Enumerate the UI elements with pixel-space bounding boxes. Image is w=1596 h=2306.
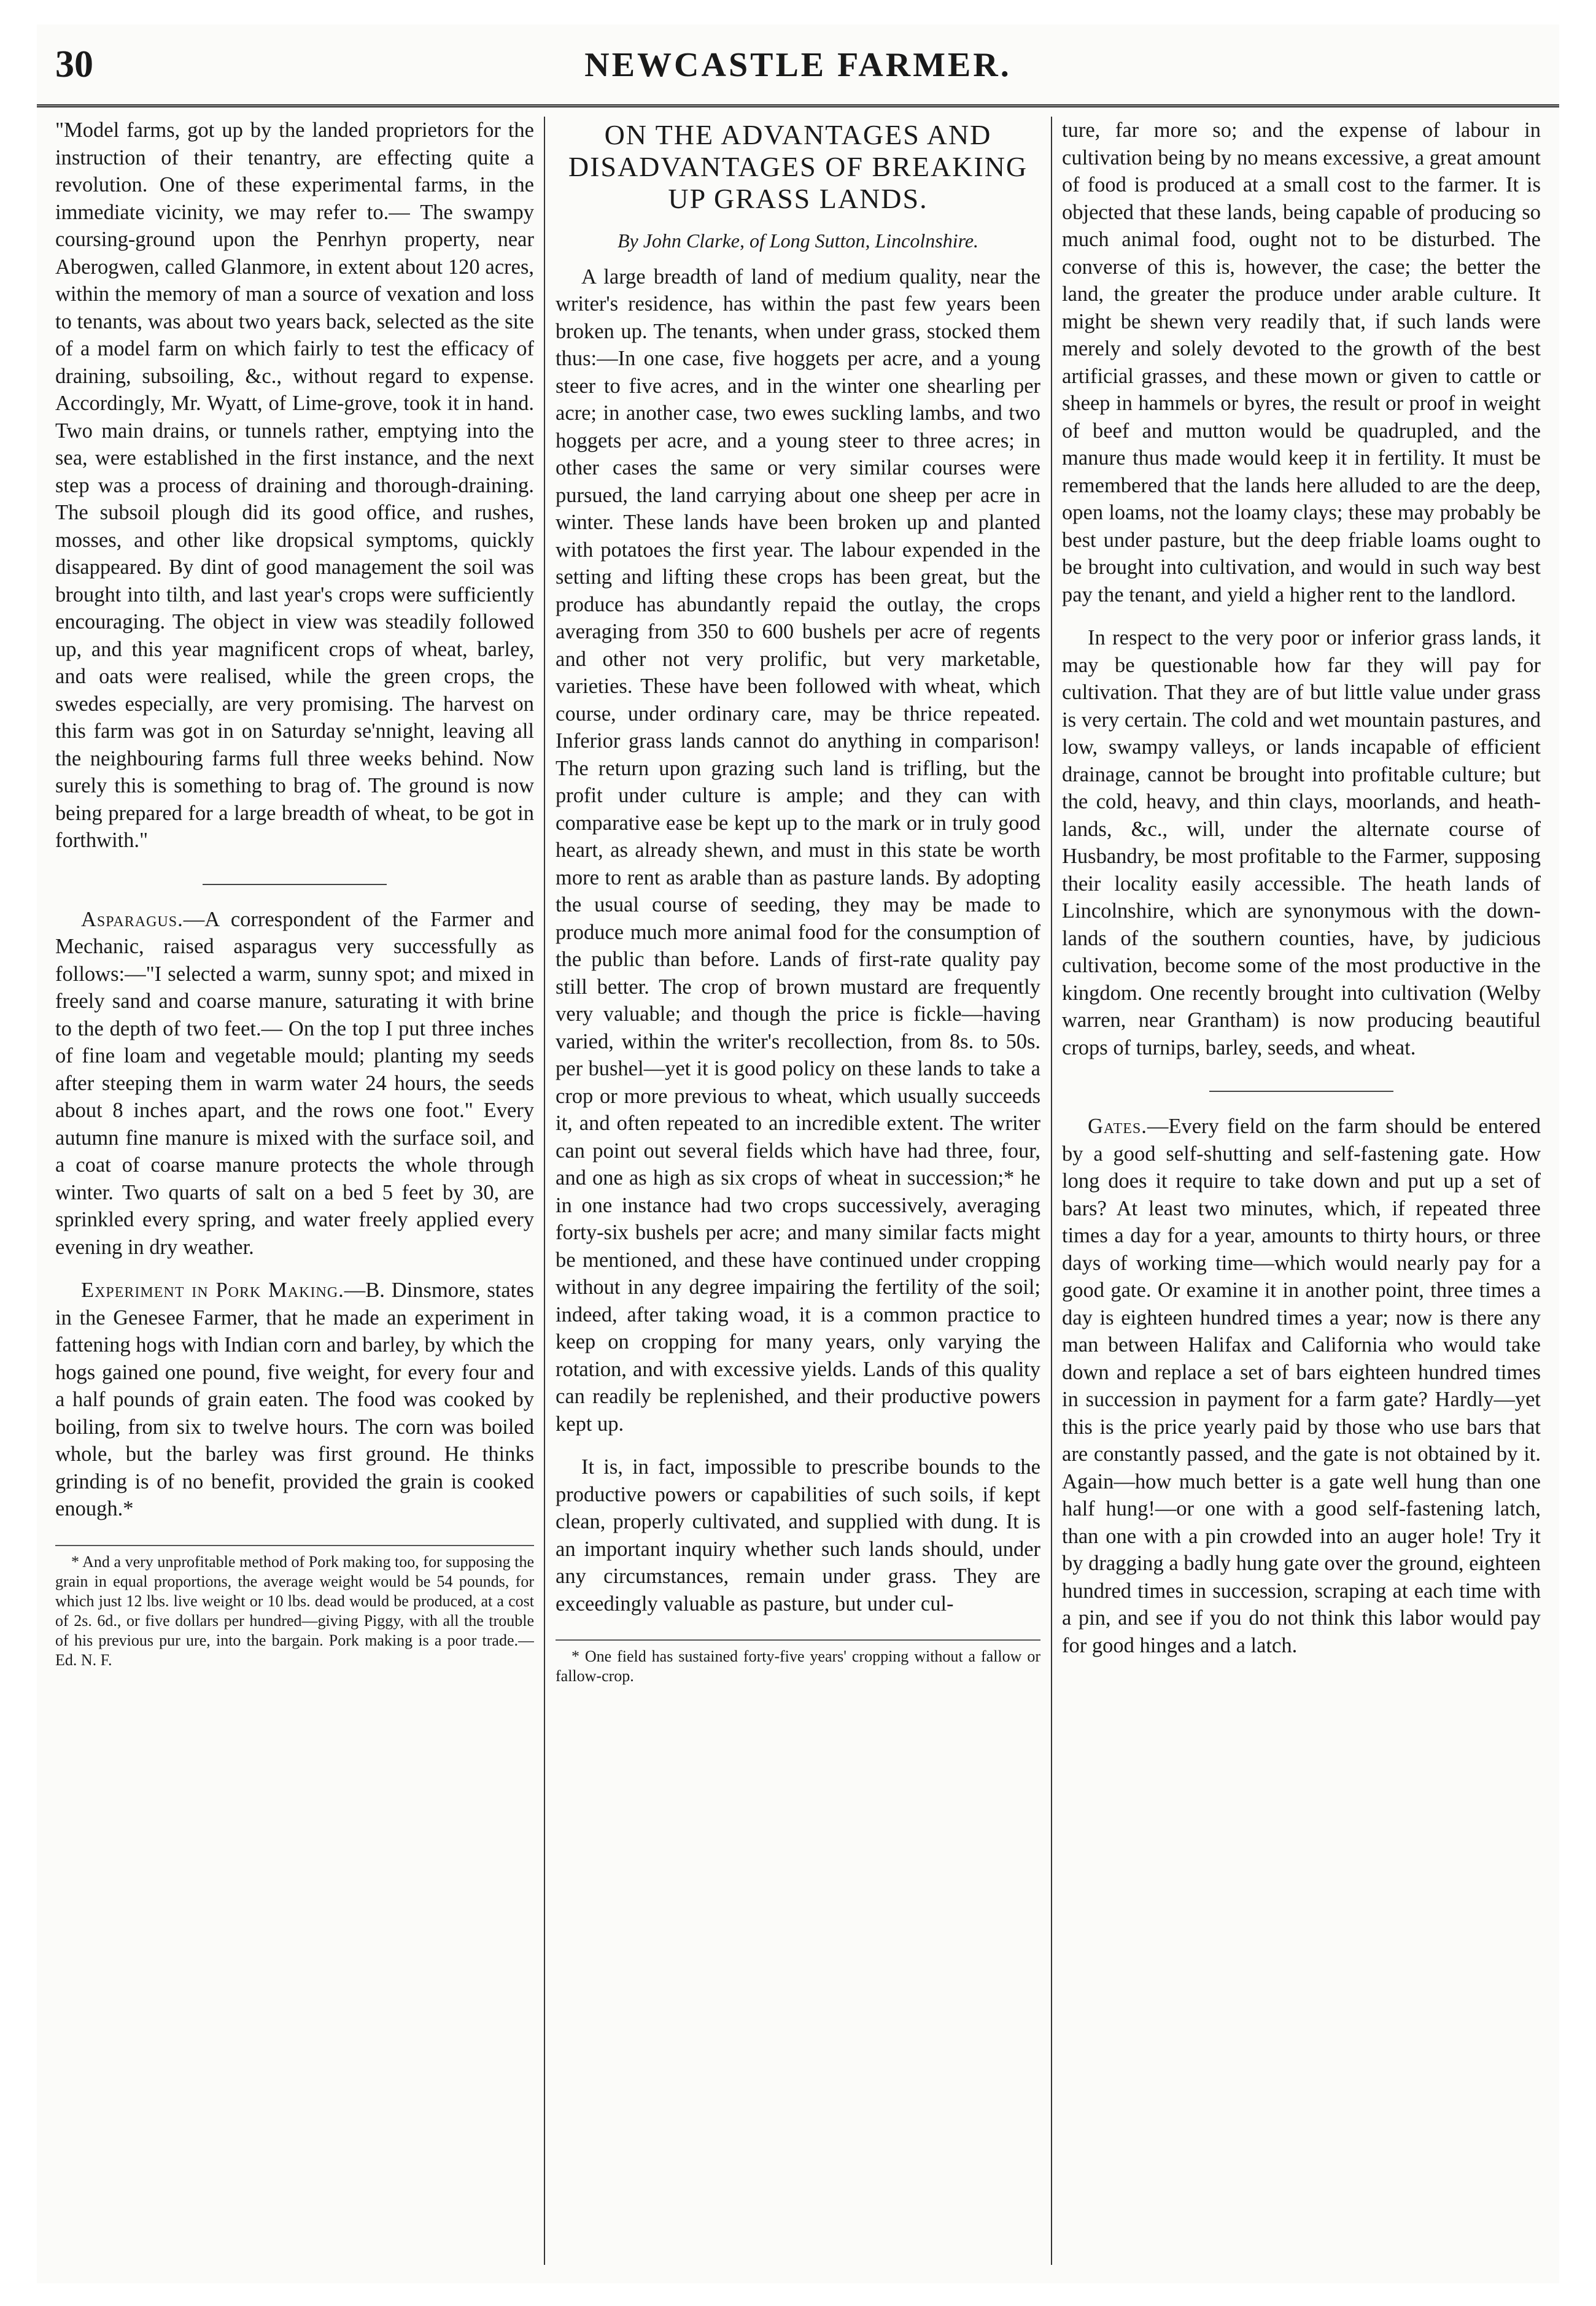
asparagus-paragraph [55, 906, 534, 1261]
gates-paragraph [1062, 1113, 1541, 1659]
newspaper-page [37, 25, 1559, 2283]
spacer [55, 1261, 534, 1277]
article-paragraph-1: A large breadth of land of medium quality, near the writer's residence, has within the past few years been broken up. The tenants, when under grass, stocked them thus:—In one case, five hoggets per acre, and a young steer to five acres, and in the winter one shearling per acre; in another case, two ewes suckling lambs, and two hoggets per acre, and a young steer to three acres; in other cases the same or very similar courses were pursued, the land carrying about one sheep per acre in winter. These lands have been broken up and planted with potatoes the first year. The labour expended in the setting and lifting these crops has been great, but the produce has abundantly repaid the outlay, the crops averaging from 350 to 600 bushels per acre of regents and other not very prolific, but very marketable, varieties. These have been followed with wheat, which course, under ordinary care, may be thrice repeated. Inferior grass lands cannot do anything in comparison! The return upon grazing such land is trifling, but the profit under culture is ample; and they can with comparative ease be kept up to the mark or in truly good heart, as already shewn, and must in this state be worth more to rent as arable than as pasture lands. By adopting the usual course of seeding, they may be made to produce much more animal food for the consumption of the public than before. Lands of first-rate quality pay still better. The crop of brown mustard are frequently very valuable; and though the price is fickle—having varied, within the writer's recollection, from 8s. to 50s. per bushel—yet it is good policy on these lands to take a crop or more previous to wheat, which usually succeeds it, and often repeated to an incredible extent. The writer can point out several fields which have had three, four, and one as high as six crops of wheat in succession;* he in one instance had two crops successively, averaging forty-six bushels per acre; and many similar facts might be mentioned, and these have continued under cropping without in any degree impairing the fertility of the soil; indeed, after taking woad, it is a common practice to keep on cropping for many years, only varying the rotation, and with excessive yields. Lands of this quality can readily be replenished, and their productive powers kept up. [556, 265, 1040, 1436]
page-number: 30 [55, 44, 93, 85]
asparagus-heading: Asparagus. [81, 907, 184, 931]
model-farms-paragraph: "Model farms, got up by the landed proprietors for the instruction of their tenantry, are effecting quite a revolution. One of these experimental farms, in the immediate vicinity, we may refer to.— The swampy coursing-ground upon the Penrhyn property, near Aberogwen, called Glanmore, in extent about 120 acres, within the memory of man a source of vexation and loss to tenants, was about two years back, selected as the site of a model farm on which fairly to test the efficacy of draining, subsoiling, &c., without regard to expense. Accordingly, Mr. Wyatt, of Lime-grove, took it in hand. Two main drains, or tunnels rather, emptying into the sea, were established in the first instance, and the next step was a process of draining and thorough-draining. The subsoil plough did its good office, and rushes, mosses, and other like dropsical symptoms, quickly disappeared. By dint of good management the soil was brought into tilth, and last year's crops were sufficiently encouraging. The object in view was steadily followed up, and this year magnificent crops of wheat, barley, and oats were realised, while the green crops, the swedes especially, are very promising. The harvest on this farm was got in on Saturday se'nnight, leaving all the neighbouring farms full three weeks behind. Now surely this is something to brag of. The ground is now being prepared for a large breadth of wheat, to be got in forthwith." [55, 118, 534, 852]
spacer [556, 1437, 1040, 1453]
column-left [55, 117, 534, 2271]
pork-paragraph [55, 1277, 534, 1523]
masthead-title: NEWCASTLE FARMER. [584, 46, 1012, 84]
pork-heading: Experiment in Pork Making. [81, 1279, 344, 1302]
article-byline: By John Clarke, of Long Sutton, Lincolnshire. [617, 230, 979, 252]
inferior-lands-paragraph: In respect to the very poor or inferior grass lands, it may be questionable how far they will pay for cultivation. That they are of but little value under grass is very certain. The cold and wet mountain pastures, and low, swampy valleys, or lands incapable of efficient drainage, cannot be brought into profitable culture; but the cold, heavy, and thin clays, moorlands, and heath-lands, &c., will, under the alternate course of Husbandry, be most profitable to the Farmer, supposing their locality easily accessible. The heath lands of Lincolnshire, which are synonymous with the down-lands of the southern counties, have, by judicious cultivation, become some of the most productive in the kingdom. One recently brought into cultivation (Welby warren, near Grantham) is now producing beautiful crops of turnips, barley, seeds, and wheat. [1062, 626, 1541, 1059]
article-heading: ON THE ADVANTAGES AND DISADVANTAGES OF BREAKING UP GRASS LANDS. [568, 119, 1028, 214]
page-header [37, 25, 1559, 107]
article-continuation-paragraph: ture, far more so; and the expense of labour in cultivation being by no means excessive, a great amount of food is produced at a small cost to the farmer. It is objected that these lands, being capable of producing so much animal food, ought not to be disturbed. The converse of this is, however, the case; the better the land, the greater the produce under arable culture. It might be shewn very readily that, if such lands were merely and solely devoted to the growth of the best artificial grasses, and these mown or given to cattle or sheep in hammels or byres, the result or proof in weight of beef and mutton would be quadrupled, and the manure thus made would keep it in fertility. It must be remembered that the lands here alluded to are the deep, open loams, not the loamy clays; these may probably be best under pasture, but the deep friable loams ought to be brought into cultivation, and would in such way best pay the tenant, and yield a higher rent to the landlord. [1062, 118, 1541, 606]
column-divider [544, 117, 545, 2265]
pork-text: —B. Dinsmore, states in the Genesee Farmer, that he made an experiment in fattening hogs with Indian corn and barley, by which the hogs gained one pound, five weight, for every four and a half pounds of grain eaten. The food was cooked by boiling, from six to twelve hours. The corn was boiled whole, but the barley was first ground. He thinks grinding is of no benefit, provided the grain is cooked enough.* [55, 1279, 534, 1520]
gates-heading: Gates. [1088, 1115, 1147, 1138]
article-paragraph-2: It is, in fact, impossible to prescribe bounds to the productive powers or capabilities of such soils, if kept clean, properly cultivated, and supplied with dung. It is an important inquiry whether such lands should, under any circumstances, remain under grass. They are exceedingly valuable as pasture, but under cul- [556, 1455, 1040, 1615]
section-separator [1209, 1091, 1393, 1092]
column-right [1062, 117, 1541, 2271]
column-middle [556, 117, 1040, 2271]
pork-footnote: * And a very unprofitable method of Pork making too, for supposing the grain in equal proportions, the average weight would be 54 pounds, for which just 12 lbs. live weight or 10 lbs. dead would be produced, at a cost of 2s. 6d., or five dollars per hundred—giving Piggy, with all the trouble of his previous pur ure, into the bargain. Pork making is a poor trade.—Ed. N. F. [55, 1545, 534, 1670]
column-divider [1051, 117, 1052, 2265]
asparagus-text: —A correspondent of the Farmer and Mechanic, raised asparagus very successfully as follows:—"I selected a warm, sunny spot; and mixed in freely sand and coarse manure, saturating it with brine to the depth of two feet.— On the top I put three inches of fine loam and vegetable mould; planting my seeds after steeping them in warm water 24 hours, the seeds about 8 inches apart, and the rows one foot." Every autumn fine manure is mixed with the surface soil, and a coat of coarse manure protects the whole through winter. Two quarts of salt on a bed 5 feet by 30, are sprinkled every spring, and water freely applied every evening in dry weather. [55, 907, 534, 1259]
article-footnote: * One field has sustained forty-five years' cropping without a fallow or fallow-crop. [556, 1639, 1040, 1686]
gates-text: —Every field on the farm should be entered by a good self-shutting and self-fastening gate. How long does it require to take down and put up a set of bars? At least two minutes, which, if repeated three times a day for a year, amounts to thirty hours, or three days of working time—which would nearly pay for a good gate. Or examine it in another point, three times a day is eighteen hundred times a year; now is there any man between Halifax and California who would take down and replace a set of bars eighteen hundred times in succession in payment for a farm gate? Hardly—yet this is the price yearly paid by those who use bars that are constantly passed, and the gate is not obtained by it. Again—how much better is a gate well hung than one half hung!—or one with a good self-fastening latch, than one with a pin crowded into an auger hole! Try it by dragging a badly hung gate over the ground, eighteen hundred times in succession, scraping at each time with a pin, and see if you do not think this labor would pay for good hinges and a latch. [1062, 1115, 1541, 1657]
spacer [1062, 608, 1541, 624]
section-separator [203, 884, 387, 885]
